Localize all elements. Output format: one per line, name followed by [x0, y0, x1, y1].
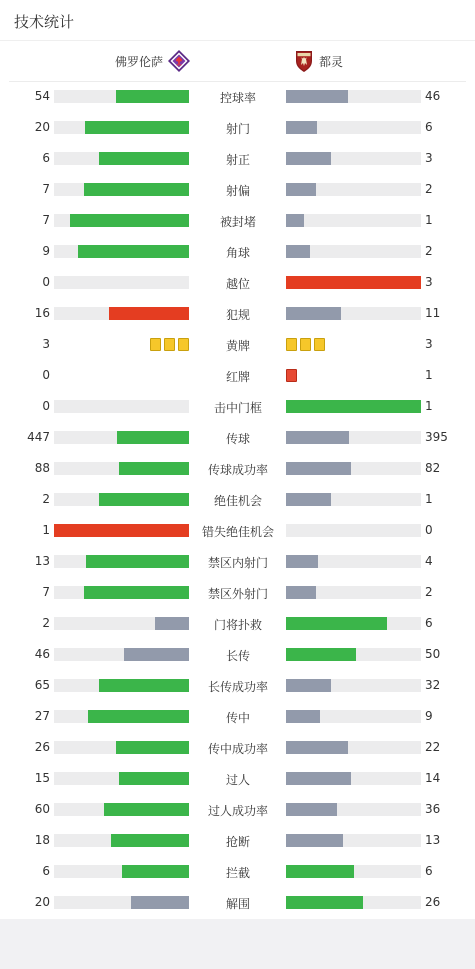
stats-list: [0, 81, 475, 918]
away-bar-track: [286, 152, 421, 165]
stat-label: 抢断: [225, 835, 250, 849]
stat-label: 错失绝佳机会: [201, 525, 274, 539]
away-bar-track: [286, 307, 421, 320]
stat-row: [0, 205, 475, 236]
stat-row: [0, 515, 475, 546]
stat-label: 门将扑救: [213, 618, 262, 632]
home-value: 15: [34, 771, 50, 785]
away-bar-fill: [286, 772, 351, 785]
away-value: 6: [425, 864, 433, 878]
stat-row: [0, 112, 475, 143]
away-bar-fill: [286, 245, 310, 258]
away-value: 9: [425, 709, 433, 723]
away-bar-track: [286, 834, 421, 847]
away-value: 0: [425, 523, 433, 537]
home-value: 7: [42, 213, 50, 227]
home-team-name: 佛罗伦萨: [114, 54, 163, 69]
home-bar-fill: [99, 679, 189, 692]
away-value: 46: [425, 89, 441, 103]
home-bar-track: [54, 896, 189, 909]
away-value: 2: [425, 244, 433, 258]
away-bar-track: [286, 493, 421, 506]
home-bar-fill: [109, 307, 189, 320]
away-bar-track: [286, 896, 421, 909]
home-bar-track: [54, 586, 189, 599]
stat-label: 长传: [225, 649, 250, 663]
away-bar-fill: [286, 276, 421, 289]
stat-row: [0, 608, 475, 639]
yellow-card-icon: [300, 338, 311, 351]
home-bar-track: [54, 741, 189, 754]
away-value: 3: [425, 151, 433, 165]
away-value: 4: [425, 554, 433, 568]
home-bar-track: [54, 90, 189, 103]
home-value: 7: [42, 182, 50, 196]
home-value: 1: [42, 523, 50, 537]
home-cards: [150, 338, 189, 351]
home-bar-track: [54, 648, 189, 661]
stat-row: [0, 391, 475, 422]
stat-row: [0, 81, 475, 112]
away-bar-fill: [286, 834, 343, 847]
away-team-name: 都灵: [319, 54, 344, 69]
home-value: 54: [34, 89, 50, 103]
home-value: 13: [34, 554, 50, 568]
away-bar-track: [286, 710, 421, 723]
away-bar-fill: [286, 462, 351, 475]
yellow-card-icon: [286, 338, 297, 351]
away-value: 3: [425, 337, 433, 351]
home-value: 0: [42, 275, 50, 289]
home-value: 46: [34, 647, 50, 661]
away-bar-track: [286, 276, 421, 289]
stat-row: [0, 670, 475, 701]
home-bar-track: [54, 617, 189, 630]
home-bar-fill: [119, 772, 189, 785]
home-bar-fill: [86, 555, 189, 568]
stat-label: 禁区外射门: [207, 587, 268, 601]
home-value: 18: [34, 833, 50, 847]
home-bar-fill: [116, 90, 189, 103]
home-value: 60: [34, 802, 50, 816]
away-bar-track: [286, 524, 421, 537]
away-bar-track: [286, 90, 421, 103]
home-bar-track: [54, 183, 189, 196]
torino-logo-icon: [292, 49, 316, 73]
stat-label: 绝佳机会: [213, 494, 262, 508]
home-bar-fill: [116, 741, 189, 754]
home-bar-fill: [122, 865, 190, 878]
home-bar-fill: [99, 493, 189, 506]
stat-label: 解围: [225, 897, 250, 911]
away-value: 2: [425, 182, 433, 196]
home-bar-track: [54, 865, 189, 878]
stat-label: 拦截: [225, 866, 250, 880]
home-value: 0: [42, 368, 50, 382]
fiorentina-logo-icon: [167, 49, 191, 73]
away-bar-fill: [286, 152, 331, 165]
away-bar-track: [286, 679, 421, 692]
home-bar-track: [54, 524, 189, 537]
stat-row: [0, 887, 475, 918]
stat-label: 控球率: [219, 91, 256, 105]
yellow-card-icon: [178, 338, 189, 351]
stat-row: [0, 298, 475, 329]
home-bar-track: [54, 803, 189, 816]
away-bar-track: [286, 214, 421, 227]
away-bar-track: [286, 865, 421, 878]
home-bar-fill: [78, 245, 189, 258]
home-bar-fill: [124, 648, 189, 661]
away-bar-fill: [286, 865, 354, 878]
away-bar-fill: [286, 400, 421, 413]
home-bar-fill: [88, 710, 189, 723]
panel-title: 技术统计: [0, 0, 475, 41]
away-bar-track: [286, 803, 421, 816]
stat-label: 射门: [225, 122, 250, 136]
away-bar-fill: [286, 431, 349, 444]
stat-row: [0, 546, 475, 577]
away-value: 14: [425, 771, 441, 785]
home-value: 447: [27, 430, 50, 444]
away-value: 2: [425, 585, 433, 599]
stat-label: 传中成功率: [207, 742, 268, 756]
stat-label: 角球: [225, 246, 250, 260]
home-bar-track: [54, 462, 189, 475]
home-bar-fill: [70, 214, 189, 227]
stat-label: 过人: [225, 773, 250, 787]
red-card-icon: [286, 369, 297, 382]
stat-row: [0, 143, 475, 174]
home-bar-track: [54, 679, 189, 692]
home-bar-fill: [155, 617, 189, 630]
away-value: 82: [425, 461, 441, 475]
home-bar-track: [54, 400, 189, 413]
stat-row: [0, 639, 475, 670]
home-bar-track: [54, 834, 189, 847]
stat-label: 黄牌: [225, 339, 250, 353]
home-value: 20: [34, 895, 50, 909]
stat-label: 射偏: [225, 184, 250, 198]
stat-row: [0, 825, 475, 856]
away-value: 6: [425, 616, 433, 630]
home-bar-track: [54, 276, 189, 289]
away-value: 32: [425, 678, 441, 692]
stat-row: [0, 763, 475, 794]
away-bar-fill: [286, 710, 320, 723]
home-bar-fill: [119, 462, 189, 475]
home-bar-track: [54, 307, 189, 320]
away-value: 1: [425, 492, 433, 506]
away-bar-fill: [286, 214, 304, 227]
stat-row: [0, 794, 475, 825]
away-bar-track: [286, 121, 421, 134]
away-value: 6: [425, 120, 433, 134]
stat-label: 传球: [225, 432, 250, 446]
home-bar-track: [54, 772, 189, 785]
away-team[interactable]: [292, 49, 343, 73]
home-bar-fill: [104, 803, 189, 816]
away-value: 13: [425, 833, 441, 847]
away-bar-track: [286, 555, 421, 568]
away-bar-fill: [286, 617, 387, 630]
away-value: 1: [425, 368, 433, 382]
away-bar-fill: [286, 183, 316, 196]
away-value: 36: [425, 802, 441, 816]
away-value: 395: [425, 430, 448, 444]
away-bar-track: [286, 183, 421, 196]
home-bar-track: [54, 493, 189, 506]
stat-label: 被封堵: [219, 215, 256, 229]
stat-label: 越位: [225, 277, 250, 291]
home-value: 6: [42, 151, 50, 165]
away-bar-fill: [286, 896, 363, 909]
away-bar-track: [286, 648, 421, 661]
away-bar-track: [286, 741, 421, 754]
stat-row: [0, 174, 475, 205]
home-bar-fill: [99, 152, 189, 165]
away-value: 22: [425, 740, 441, 754]
stat-row: [0, 453, 475, 484]
away-value: 1: [425, 399, 433, 413]
home-bar-track: [54, 710, 189, 723]
stat-row: [0, 701, 475, 732]
away-bar-track: [286, 772, 421, 785]
away-value: 3: [425, 275, 433, 289]
away-bar-track: [286, 617, 421, 630]
home-value: 88: [34, 461, 50, 475]
away-value: 11: [425, 306, 441, 320]
away-bar-fill: [286, 679, 331, 692]
away-bar-track: [286, 462, 421, 475]
stat-row: [0, 360, 475, 391]
away-cards: [286, 369, 297, 382]
home-bar-fill: [84, 183, 189, 196]
away-bar-fill: [286, 90, 348, 103]
stat-row: [0, 856, 475, 887]
home-bar-track: [54, 555, 189, 568]
away-bar-fill: [286, 586, 316, 599]
away-bar-fill: [286, 307, 341, 320]
away-value: 26: [425, 895, 441, 909]
stat-label: 长传成功率: [207, 680, 268, 694]
home-value: 9: [42, 244, 50, 258]
away-bar-track: [286, 586, 421, 599]
home-bar-track: [54, 214, 189, 227]
home-value: 16: [34, 306, 50, 320]
away-bar-fill: [286, 741, 348, 754]
yellow-card-icon: [314, 338, 325, 351]
home-team[interactable]: [115, 49, 191, 73]
away-cards: [286, 338, 325, 351]
stat-label: 击中门框: [213, 401, 262, 415]
home-value: 27: [34, 709, 50, 723]
stat-row: [0, 236, 475, 267]
home-value: 6: [42, 864, 50, 878]
stat-label: 射正: [225, 153, 250, 167]
stat-label: 犯规: [225, 308, 250, 322]
home-bar-track: [54, 152, 189, 165]
home-bar-fill: [85, 121, 189, 134]
away-bar-track: [286, 431, 421, 444]
home-bar-track: [54, 431, 189, 444]
stat-label: 传球成功率: [207, 463, 268, 477]
home-bar-fill: [111, 834, 189, 847]
home-value: 2: [42, 492, 50, 506]
home-value: 3: [42, 337, 50, 351]
away-value: 1: [425, 213, 433, 227]
yellow-card-icon: [150, 338, 161, 351]
home-value: 65: [34, 678, 50, 692]
stat-row: [0, 329, 475, 360]
away-bar-fill: [286, 121, 317, 134]
stat-row: [0, 484, 475, 515]
stat-label: 过人成功率: [207, 804, 268, 818]
home-value: 0: [42, 399, 50, 413]
away-bar-track: [286, 400, 421, 413]
stat-label: 禁区内射门: [207, 556, 268, 570]
stat-row: [0, 732, 475, 763]
away-bar-fill: [286, 493, 331, 506]
away-bar-track: [286, 245, 421, 258]
home-bar-track: [54, 121, 189, 134]
stat-row: [0, 577, 475, 608]
home-bar-fill: [84, 586, 189, 599]
away-bar-fill: [286, 803, 337, 816]
home-value: 2: [42, 616, 50, 630]
home-bar-fill: [117, 431, 189, 444]
stat-row: [0, 267, 475, 298]
team-header: [9, 41, 466, 82]
stat-label: 传中: [225, 711, 250, 725]
yellow-card-icon: [164, 338, 175, 351]
home-bar-fill: [131, 896, 189, 909]
away-bar-fill: [286, 648, 356, 661]
home-bar-fill: [54, 524, 189, 537]
stat-row: [0, 422, 475, 453]
stat-label: 红牌: [225, 370, 250, 384]
away-bar-fill: [286, 555, 318, 568]
home-value: 7: [42, 585, 50, 599]
home-value: 20: [34, 120, 50, 134]
away-value: 50: [425, 647, 441, 661]
home-value: 26: [34, 740, 50, 754]
home-bar-track: [54, 245, 189, 258]
